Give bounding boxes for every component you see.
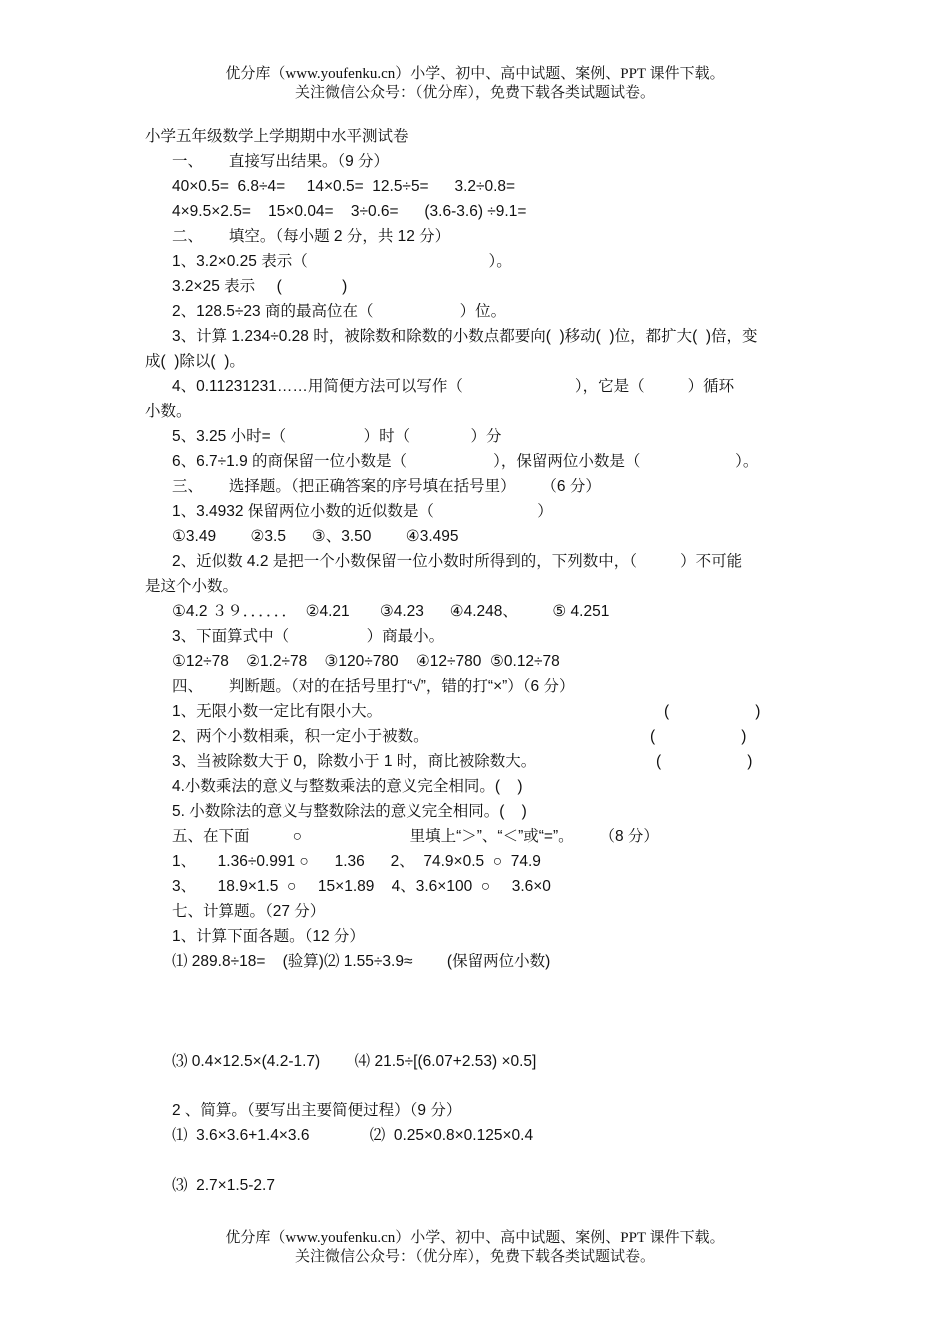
- section-2-q4a: 4、0.11231231……用简便方法可以写作（ ），它是（ ）循环: [172, 378, 735, 395]
- page-header: [0, 65, 950, 103]
- page-title: 小学五年级数学上学期期中水平测试卷: [145, 128, 409, 145]
- section-3-q2a: 2、近似数 4.2 是把一个小数保留一位小数时所得到的，下列数中，（ ）不可能: [172, 553, 743, 570]
- section-3-heading: 三、 选择题。（把正确答案的序号填在括号里） （6 分）: [172, 478, 601, 495]
- section-2-heading: 二、 填空。（每小题 2 分，共 12 分）: [172, 228, 451, 245]
- section-3-q2b: 是这个小数。: [145, 578, 239, 595]
- section-1-heading: 一、 直接写出结果。（9 分）: [172, 153, 390, 170]
- section-4-q3: 3、当被除数大于 0，除数小于 1 时，商比被除数大。: [172, 753, 537, 770]
- section-4-q2: 2、两个小数相乘，积一定小于被数。: [172, 728, 429, 745]
- page-footer: [0, 1229, 950, 1267]
- section-7-sub-1: 1、计算下面各题。（12 分）: [172, 928, 365, 945]
- section-3-q1: 1、3.4932 保留两位小数的近似数是（ ）: [172, 503, 553, 520]
- section-1-row-1: 40×0.5= 6.8÷4= 14×0.5= 12.5÷5= 3.2÷0.8=: [172, 178, 516, 195]
- footer-line-2: 关注微信公众号：（优分库），免费下载各类试题试卷。: [294, 1249, 655, 1265]
- section-5-row-2: 3、 18.9×1.5 ○ 15×1.89 4、3.6×100 ○ 3.6×0: [172, 878, 551, 895]
- section-4-heading: 四、 判断题。（对的在括号里打“√”，错的打“×”）（6 分）: [172, 678, 575, 695]
- section-2-q3a: 3、计算 1.234÷0.28 时，被除数和除数的小数点都要向( )移动( )位，都扩大( )倍，变: [172, 328, 758, 345]
- section-7-problem-3-4: ⑶ 0.4×12.5×(4.2-1.7) ⑷ 21.5÷[(6.07+2.53) ×0.5]: [172, 1053, 537, 1070]
- header-line-1: 优分库（www.youfenku.cn）小学、初中、高中试题、案例、PPT 课件下载。: [225, 66, 725, 82]
- section-4-q5: 5. 小数除法的意义与整数除法的意义完全相同。( ): [172, 803, 527, 820]
- section-7-sub-2: 2 、简算。（要写出主要简便过程）（9 分）: [172, 1102, 462, 1119]
- section-2-q1b: 3.2×25 表示 ( ): [172, 278, 348, 295]
- section-4-q4: 4.小数乘法的意义与整数乘法的意义完全相同。( ): [172, 778, 523, 795]
- section-4-q2-blank: ( ): [650, 728, 747, 745]
- section-2-q4b: 小数。: [145, 403, 192, 420]
- section-3-q3-options: ①12÷78 ②1.2÷78 ③120÷780 ④12÷780 ⑤0.12÷78: [172, 653, 560, 670]
- section-7-problem-1-2: ⑴ 289.8÷18= (验算)⑵ 1.55÷3.9≈ (保留两位小数): [172, 953, 551, 970]
- header-line-2: 关注微信公众号：（优分库），免费下载各类试题试卷。: [294, 85, 655, 101]
- section-2-q3b: 成( )除以( )。: [145, 353, 245, 370]
- section-2-q1a: 1、3.2×0.25 表示（ ）。: [172, 253, 512, 270]
- section-5-heading: 五、在下面 ○ 里填上“＞”、“＜”或“=”。 （8 分）: [172, 828, 659, 845]
- section-2-q2: 2、128.5÷23 商的最高位在（ ）位。: [172, 303, 507, 320]
- footer-line-1: 优分库（www.youfenku.cn）小学、初中、高中试题、案例、PPT 课件下载。: [225, 1230, 725, 1246]
- section-5-row-1: 1、 1.36÷0.991 ○ 1.36 2、 74.9×0.5 ○ 74.9: [172, 853, 541, 870]
- section-3-q2-options: ①4.2 ３９．．．．．． ②4.21 ③4.23 ④4.248、 ⑤ 4.251: [172, 603, 610, 620]
- section-2-q5: 5、3.25 小时=（ ）时（ ）分: [172, 428, 502, 445]
- section-4-q1: 1、无限小数一定比有限小大。: [172, 703, 383, 720]
- section-7-simplify-1-2: ⑴ 3.6×3.6+1.4×3.6 ⑵ 0.25×0.8×0.125×0.4: [172, 1127, 534, 1144]
- section-7-heading: 七、计算题。（27 分）: [172, 903, 326, 920]
- section-4-q1-blank: ( ): [664, 703, 761, 720]
- section-2-q6: 6、6.7÷1.9 的商保留一位小数是（ ），保留两位小数是（ ）。: [172, 453, 759, 470]
- section-7-simplify-3: ⑶ 2.7×1.5-2.7: [172, 1177, 275, 1194]
- section-1-row-2: 4×9.5×2.5= 15×0.04= 3÷0.6= (3.6-3.6) ÷9.1=: [172, 203, 527, 220]
- section-3-q3: 3、下面算式中（ ）商最小。: [172, 628, 445, 645]
- section-3-q1-options: ①3.49 ②3.5 ③、3.50 ④3.495: [172, 528, 459, 545]
- section-4-q3-blank: ( ): [656, 753, 753, 770]
